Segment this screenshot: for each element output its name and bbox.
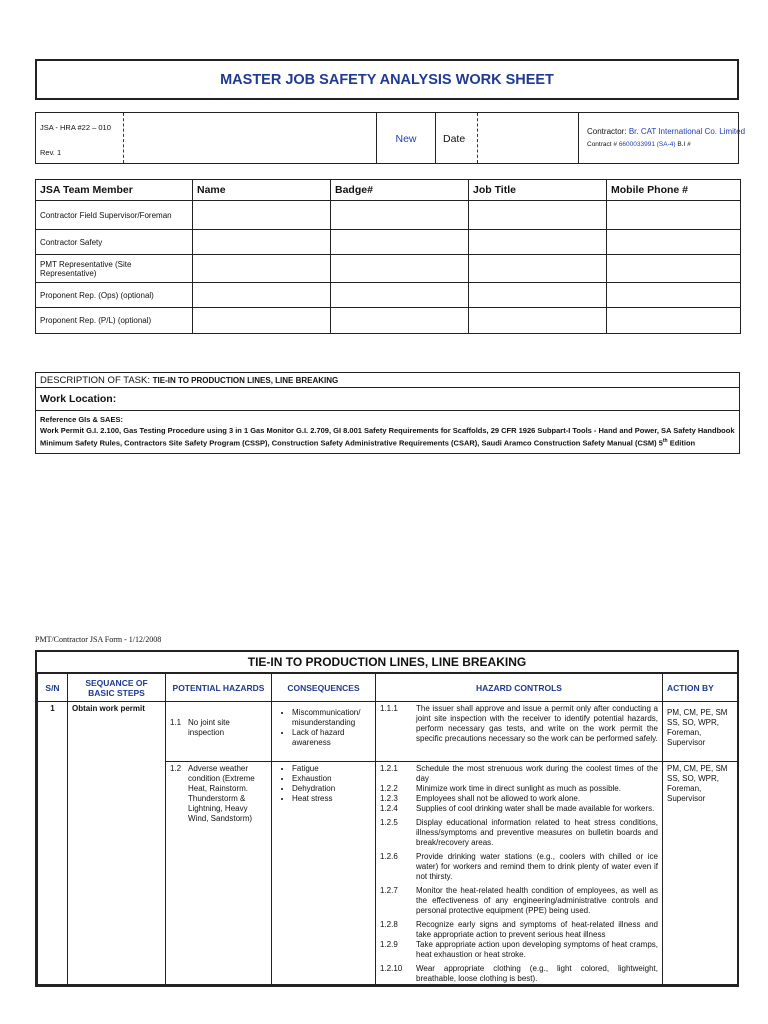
badge-field[interactable] — [331, 201, 469, 230]
step-name: Obtain work permit — [68, 702, 166, 985]
consequence-item: • Lack of hazard awareness — [292, 728, 371, 748]
title-box — [35, 59, 739, 100]
control-text: Minimize work time in direct sunlight as much as possible. — [416, 784, 621, 793]
control-text: Display educational information related to heat stress conditions, illness/symptoms and preventive measures on bulletin boards and break/recovery areas. — [416, 818, 658, 847]
control-item — [380, 804, 658, 814]
task-label: DESCRIPTION OF TASK: — [40, 375, 150, 386]
jsa-ref: JSA - HRA #22 – 010 — [40, 123, 111, 132]
control-item — [380, 920, 658, 940]
task-name: TIE-IN TO PRODUCTION LINES, LINE BREAKING — [152, 376, 339, 385]
consequence-list — [276, 708, 371, 748]
phone-field[interactable] — [607, 308, 741, 334]
hazard-header: CONSEQUENCES — [272, 674, 376, 702]
revision: Rev. 1 — [40, 148, 62, 157]
team-row — [36, 308, 741, 334]
team-header: JSA Team Member — [36, 180, 193, 201]
hazard-row — [38, 702, 738, 762]
team-row — [36, 283, 741, 308]
control-num: 1.2.3 — [380, 794, 398, 803]
contractor-line — [587, 127, 745, 136]
badge-field[interactable] — [331, 230, 469, 255]
name-field[interactable] — [193, 255, 331, 283]
location-label: Work Location: — [40, 393, 117, 405]
reference-block — [36, 411, 739, 453]
control-text: Provide drinking water stations (e.g., coolers with chilled or ice water) for workers and remind them to drink plenty of water even if not thirsty. — [416, 852, 658, 881]
control-num: 1.2.5 — [380, 818, 398, 827]
consequence-item: • Dehydration — [292, 784, 371, 794]
reference-text-b: Edition — [667, 438, 696, 448]
date-label-cell — [436, 113, 478, 163]
control-text: Monitor the heat-related health condition of employees, as well as the effectiveness of any engineering/administrative controls and personal protective equipment (PPE) being used. — [416, 886, 658, 915]
consequence-cell — [272, 762, 376, 985]
page-title: MASTER JOB SAFETY ANALYSIS WORK SHEET — [220, 72, 554, 88]
contractor-cell — [579, 113, 746, 163]
name-field[interactable] — [193, 283, 331, 308]
hazard-title: TIE-IN TO PRODUCTION LINES, LINE BREAKING — [37, 652, 737, 673]
status-new: New — [395, 133, 417, 145]
header-info — [35, 112, 746, 164]
control-text: Recognize early signs and symptoms of heat-related illness and take appropriate action to prevent serious heat illness — [416, 920, 658, 939]
hazard-cell — [166, 702, 272, 762]
task-description — [35, 372, 740, 454]
control-item — [380, 784, 658, 794]
consequence-item: • Heat stress — [292, 794, 371, 804]
control-item — [380, 964, 658, 984]
contract-label: Contract # — [587, 141, 617, 148]
contract-line — [587, 141, 691, 148]
control-item — [380, 794, 658, 804]
hazard-text: No joint site inspection — [188, 718, 230, 737]
team-header: Name — [193, 180, 331, 201]
hazard-cell — [166, 762, 272, 985]
phone-field[interactable] — [607, 283, 741, 308]
step-sn: 1 — [38, 702, 68, 985]
control-cell — [376, 702, 663, 762]
team-header: Job Title — [469, 180, 607, 201]
phone-field[interactable] — [607, 201, 741, 230]
hazard-header: ACTION BY — [663, 674, 738, 702]
control-num: 1.2.2 — [380, 784, 398, 793]
badge-field[interactable] — [331, 308, 469, 334]
location-row — [36, 388, 739, 411]
name-field[interactable] — [193, 230, 331, 255]
hazard-analysis — [35, 650, 739, 987]
hazard-num: 1.1 — [170, 718, 182, 727]
task-row — [36, 373, 739, 388]
control-text: Schedule the most strenuous work during the coolest times of the day — [416, 764, 658, 783]
team-row — [36, 230, 741, 255]
control-num: 1.2.4 — [380, 804, 398, 813]
reference-text-a: Work Permit G.I. 2.100, Gas Testing Procedure using 3 in 1 Gas Monitor G.I. 2.709, GI 8.001 Safety Requirements for Scaffolds, 29 CFR 1926 Subpart-I Tools - Hand and Power, SA Safety Handbook Minimum Safety Rules, Contractors Site Safety Program (CSSP), Construction Safety Administrative Requirements (CSAR), Saudi Aramco Construction Safety Manual (CSM) 5 — [40, 426, 735, 448]
date-label: Date — [443, 133, 466, 145]
job-title-field[interactable] — [469, 201, 607, 230]
hazard-text: Adverse weather condition (Extreme Heat, Rainstorm. Thunderstorm & Lightning, Heavy Wind, Sandstorm) — [188, 764, 255, 823]
hazard-header: POTENTIAL HAZARDS — [166, 674, 272, 702]
control-num: 1.1.1 — [380, 704, 398, 713]
control-item — [380, 886, 658, 916]
control-item — [380, 818, 658, 848]
control-text: Employees shall not be allowed to work alone. — [416, 794, 581, 803]
bi-label: B.I # — [677, 141, 691, 148]
blank-cell — [124, 113, 377, 163]
consequence-item: • Miscommunication/ misunderstanding — [292, 708, 371, 728]
control-text: Wear appropriate clothing (e.g., light colored, lightweight, breathable, loose clothing is best). — [416, 964, 658, 983]
form-note: PMT/Contractor JSA Form - 1/12/2008 — [35, 635, 162, 644]
team-role: Proponent Rep. (P/L) (optional) — [36, 308, 193, 334]
control-item — [380, 704, 658, 744]
team-row — [36, 255, 741, 283]
phone-field[interactable] — [607, 230, 741, 255]
badge-field[interactable] — [331, 283, 469, 308]
name-field[interactable] — [193, 201, 331, 230]
job-title-field[interactable] — [469, 230, 607, 255]
consequence-cell — [272, 702, 376, 762]
job-title-field[interactable] — [469, 255, 607, 283]
hazard-item — [170, 764, 267, 824]
contractor-name: Br. CAT International Co. Limited — [628, 127, 746, 136]
status-cell — [377, 113, 436, 163]
control-item — [380, 852, 658, 882]
hazard-header: S/N — [38, 674, 68, 702]
hazard-item — [170, 718, 267, 738]
reference-label: Reference GIs & SAES: — [40, 415, 123, 424]
team-header: Badge# — [331, 180, 469, 201]
hazard-header: HAZARD CONTROLS — [376, 674, 663, 702]
control-num: 1.2.1 — [380, 764, 398, 773]
control-num: 1.2.10 — [380, 964, 403, 973]
team-row — [36, 201, 741, 230]
team-header: Mobile Phone # — [607, 180, 741, 201]
team-role: Contractor Safety — [36, 230, 193, 255]
control-num: 1.2.8 — [380, 920, 398, 929]
hazard-num: 1.2 — [170, 764, 182, 773]
control-text: Supplies of cool drinking water shall be made available for workers. — [416, 804, 655, 813]
control-text: The issuer shall approve and issue a permit only after conducting a joint site inspection with the receiver to identify potential hazards, perform necessary gas tests, and write on the work permit the specific precautions necessary so the work can be performed safely. — [416, 704, 658, 743]
action-by: PM, CM, PE, SM SS, SO, WPR, Foreman, Supervisor — [663, 702, 738, 762]
date-value-cell[interactable] — [478, 113, 579, 163]
consequence-item: • Fatigue — [292, 764, 371, 774]
control-item — [380, 764, 658, 784]
jsa-ref-cell — [36, 113, 124, 163]
control-num: 1.2.9 — [380, 940, 398, 949]
control-num: 1.2.6 — [380, 852, 398, 861]
job-title-field[interactable] — [469, 283, 607, 308]
consequence-list — [276, 764, 371, 804]
control-text: Take appropriate action upon developing symptoms of heat cramps, heat exhaustion or heat stroke. — [416, 940, 658, 959]
team-table — [35, 179, 741, 334]
contractor-label: Contractor: — [587, 127, 627, 136]
team-header-row — [36, 180, 741, 201]
hazard-table — [37, 673, 738, 985]
action-by: PM, CM, PE, SM SS, SO, WPR, Foreman, Supervisor — [663, 762, 738, 985]
hazard-header-row — [38, 674, 738, 702]
consequence-item: • Exhaustion — [292, 774, 371, 784]
control-num: 1.2.7 — [380, 886, 398, 895]
name-field[interactable] — [193, 308, 331, 334]
contract-number: 6600033991 (SA-4) — [618, 141, 676, 148]
team-role: PMT Representative (Site Representative) — [36, 255, 193, 283]
control-item — [380, 940, 658, 960]
team-role: Contractor Field Supervisor/Foreman — [36, 201, 193, 230]
team-role: Proponent Rep. (Ops) (optional) — [36, 283, 193, 308]
hazard-header: SEQUANCE OF BASIC STEPS — [68, 674, 166, 702]
phone-field[interactable] — [607, 255, 741, 283]
job-title-field[interactable] — [469, 308, 607, 334]
badge-field[interactable] — [331, 255, 469, 283]
reference-sup: th — [662, 438, 668, 444]
reference-text — [40, 425, 735, 449]
control-cell — [376, 762, 663, 985]
